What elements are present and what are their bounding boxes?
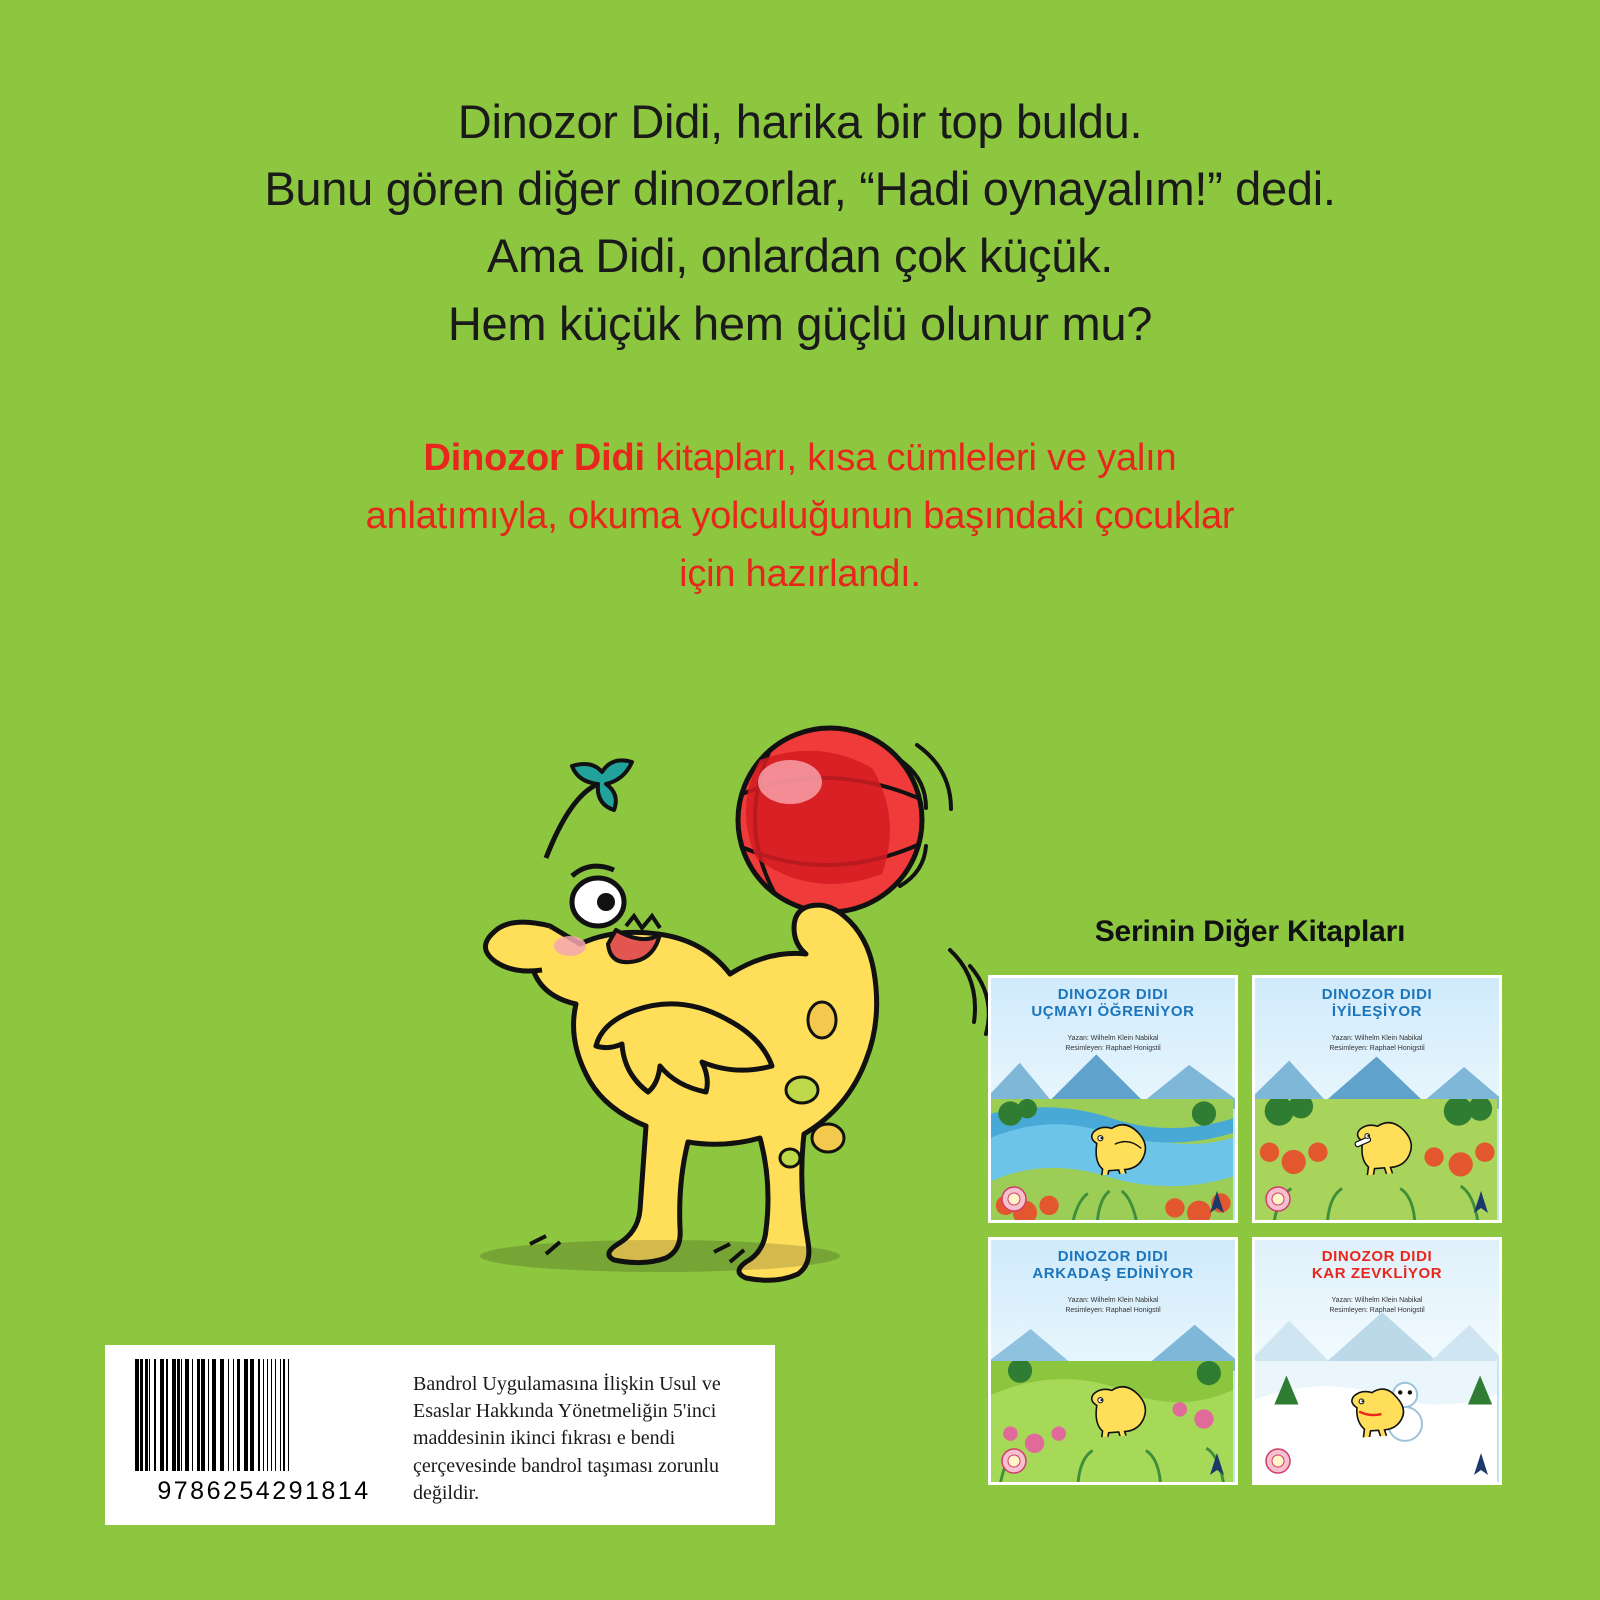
cover-title-line2: UÇMAYI ÖĞRENİYOR	[1031, 1003, 1195, 1021]
cover-title-line1: DINOZOR DIDI	[1057, 1248, 1169, 1265]
cover-author: Yazan: Wilhelm Klein Nabikal	[1067, 1297, 1159, 1304]
cover-illustrator: Resimleyen: Raphael Honigstil	[1065, 1044, 1161, 1052]
blurb-line: Bunu gören diğer dinozorlar, “Hadi oynayalım!” dedi.	[264, 162, 1336, 216]
cover-author: Yazan: Wilhelm Klein Nabikal	[1067, 1035, 1159, 1042]
blurb-line: Hem küçük hem güçlü olunur mu?	[447, 296, 1153, 350]
cover-illustrator: Resimleyen: Raphael Honigstil	[1329, 1306, 1425, 1314]
publisher-logo-icon	[1209, 1190, 1225, 1214]
other-books-grid	[988, 975, 1508, 1485]
publisher-logo-icon	[1473, 1452, 1489, 1476]
cover-title	[1255, 1248, 1499, 1283]
cover-credits	[1255, 1034, 1499, 1054]
blurb-text	[0, 88, 1600, 357]
publisher-logo-icon	[1209, 1452, 1225, 1476]
red-ball-icon	[738, 728, 922, 912]
cover-credits	[991, 1296, 1235, 1316]
cover-title	[1255, 986, 1499, 1021]
cover-title	[991, 986, 1235, 1021]
bandrol-notice: Bandrol Uygulamasına İlişkin Usul ve Esaslar Hakkında Yönetmeliğin 5'inci maddesinin ikinci fıkrası e bendi çerçevesinde bandrol taşıması zorunlu değildir.	[413, 1373, 721, 1504]
book-cover-thumbnail[interactable]	[1252, 975, 1502, 1223]
book-cover-thumbnail[interactable]	[988, 1237, 1238, 1485]
cover-title-line2: İYİLEŞİYOR	[1331, 1003, 1423, 1021]
isbn-number: 9786254291814	[157, 1477, 371, 1505]
blurb-line: Ama Didi, onlardan çok küçük.	[486, 229, 1114, 283]
barcode-icon	[135, 1359, 393, 1471]
series-description	[340, 430, 1260, 603]
cover-credits	[1255, 1296, 1499, 1316]
cover-title-line2: KAR ZEVKLİYOR	[1311, 1265, 1443, 1283]
cover-dino-icon	[1343, 1378, 1421, 1439]
cover-seal-icon	[1263, 1446, 1293, 1476]
cover-author: Yazan: Wilhelm Klein Nabikal	[1331, 1297, 1423, 1304]
cover-illustrator: Resimleyen: Raphael Honigstil	[1329, 1044, 1425, 1052]
cover-title-line1: DINOZOR DIDI	[1321, 986, 1433, 1003]
cover-dino-icon	[1079, 1378, 1157, 1439]
cover-credits	[991, 1034, 1235, 1054]
barcode-area	[105, 1345, 405, 1525]
cover-title-line2: ARKADAŞ EDİNİYOR	[1032, 1265, 1194, 1283]
publisher-logo-icon	[1473, 1190, 1489, 1214]
cover-seal-icon	[999, 1184, 1029, 1214]
cover-dino-icon	[1343, 1116, 1421, 1177]
cover-seal-icon	[1263, 1184, 1293, 1214]
book-cover-thumbnail[interactable]	[988, 975, 1238, 1223]
other-books-heading: Serinin Diğer Kitapları	[1094, 915, 1406, 948]
blurb-line: Dinozor Didi, harika bir top buldu.	[457, 95, 1143, 148]
book-cover-thumbnail[interactable]	[1252, 1237, 1502, 1485]
cover-title-line1: DINOZOR DIDI	[1321, 1248, 1433, 1265]
cover-title	[991, 1248, 1235, 1283]
cover-author: Yazan: Wilhelm Klein Nabikal	[1331, 1035, 1423, 1042]
series-brand-name: Dinozor Didi	[423, 437, 645, 479]
cover-seal-icon	[999, 1446, 1029, 1476]
barcode-panel	[105, 1345, 775, 1525]
series-description-text: kitapları, kısa cümleleri ve yalın anlatımıyla, okuma yolculuğunun başındaki çocuklar için hazırlandı.	[365, 437, 1235, 595]
cover-dino-icon	[1079, 1116, 1157, 1177]
cover-title-line1: DINOZOR DIDI	[1057, 986, 1169, 1003]
main-illustration	[430, 690, 1050, 1300]
cover-illustrator: Resimleyen: Raphael Honigstil	[1065, 1306, 1161, 1314]
